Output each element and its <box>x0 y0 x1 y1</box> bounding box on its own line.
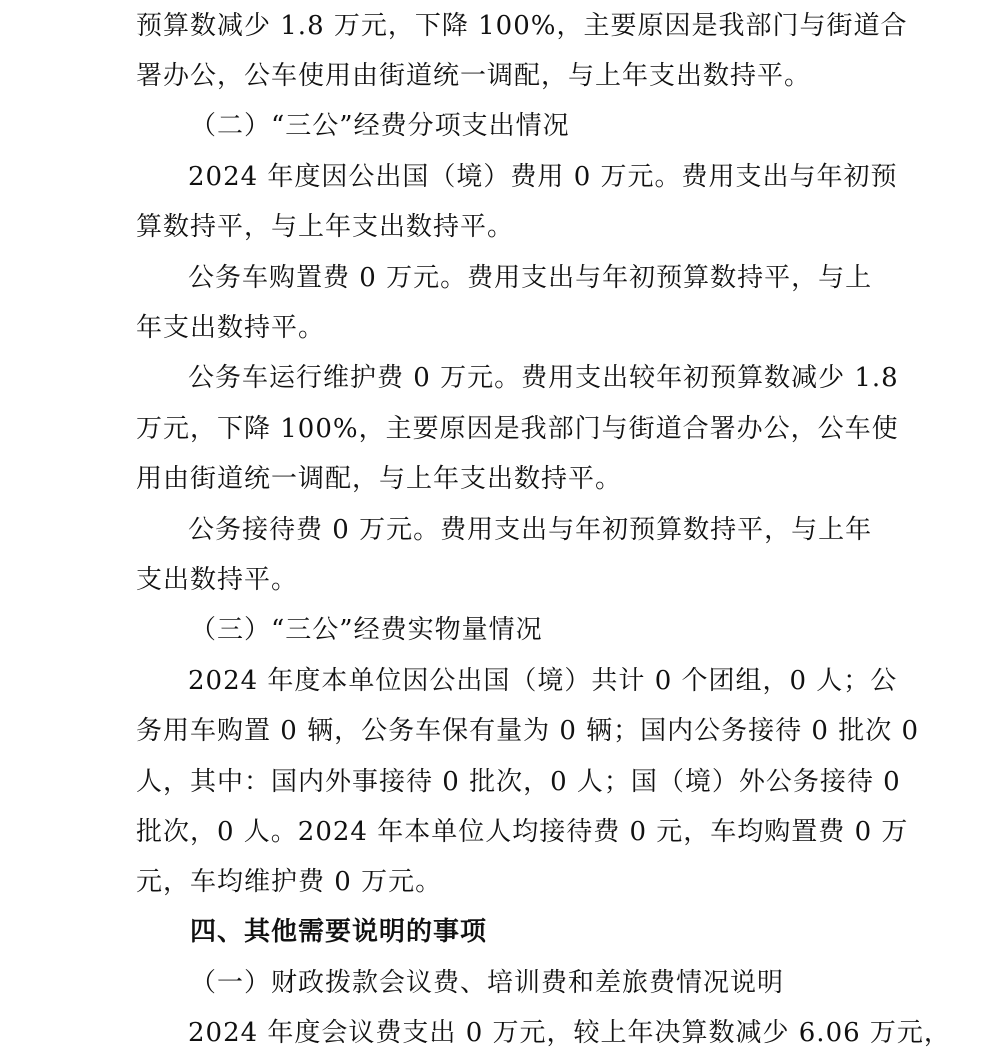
paragraph-line: 支出数持平。 <box>136 565 299 595</box>
paragraph-line: 署办公，公车使用由街道统一调配，与上年支出数持平。 <box>136 61 812 91</box>
paragraph-line: 万元，下降 100%，主要原因是我部门与街道合署办公，公车使 <box>136 414 899 444</box>
paragraph-line: 2024 年度会议费支出 0 万元，较上年决算数减少 6.06 万元， <box>188 1018 951 1048</box>
section-heading: （一）财政拨款会议费、培训费和差旅费情况说明 <box>190 968 785 998</box>
paragraph-line: 务用车购置 0 辆，公务车保有量为 0 辆；国内公务接待 0 批次 0 <box>136 716 920 746</box>
paragraph-line: 公务接待费 0 万元。费用支出与年初预算数持平，与上年 <box>188 515 873 545</box>
paragraph-line: 算数持平，与上年支出数持平。 <box>136 212 515 242</box>
paragraph-line: 用由街道统一调配，与上年支出数持平。 <box>136 464 623 494</box>
paragraph-line: 年支出数持平。 <box>136 313 326 343</box>
chapter-heading: 四、其他需要说明的事项 <box>190 917 488 947</box>
paragraph-line: 公务车购置费 0 万元。费用支出与年初预算数持平，与上 <box>188 263 873 293</box>
paragraph-line: 2024 年度因公出国（境）费用 0 万元。费用支出与年初预 <box>188 162 898 192</box>
paragraph-line: 公务车运行维护费 0 万元。费用支出较年初预算数减少 1.8 <box>188 363 899 393</box>
paragraph-line: 批次，0 人。2024 年本单位人均接待费 0 元，车均购置费 0 万 <box>136 817 909 847</box>
paragraph-line: 人，其中：国内外事接待 0 批次，0 人；国（境）外公务接待 0 <box>136 767 901 797</box>
section-heading: （二）“三公”经费分项支出情况 <box>190 111 570 141</box>
section-heading: （三）“三公”经费实物量情况 <box>190 615 543 645</box>
paragraph-line: 预算数减少 1.8 万元，下降 100%，主要原因是我部门与街道合 <box>136 11 908 41</box>
paragraph-line: 2024 年度本单位因公出国（境）共计 0 个团组，0 人；公 <box>188 666 898 696</box>
paragraph-line: 元，车均维护费 0 万元。 <box>136 867 443 897</box>
